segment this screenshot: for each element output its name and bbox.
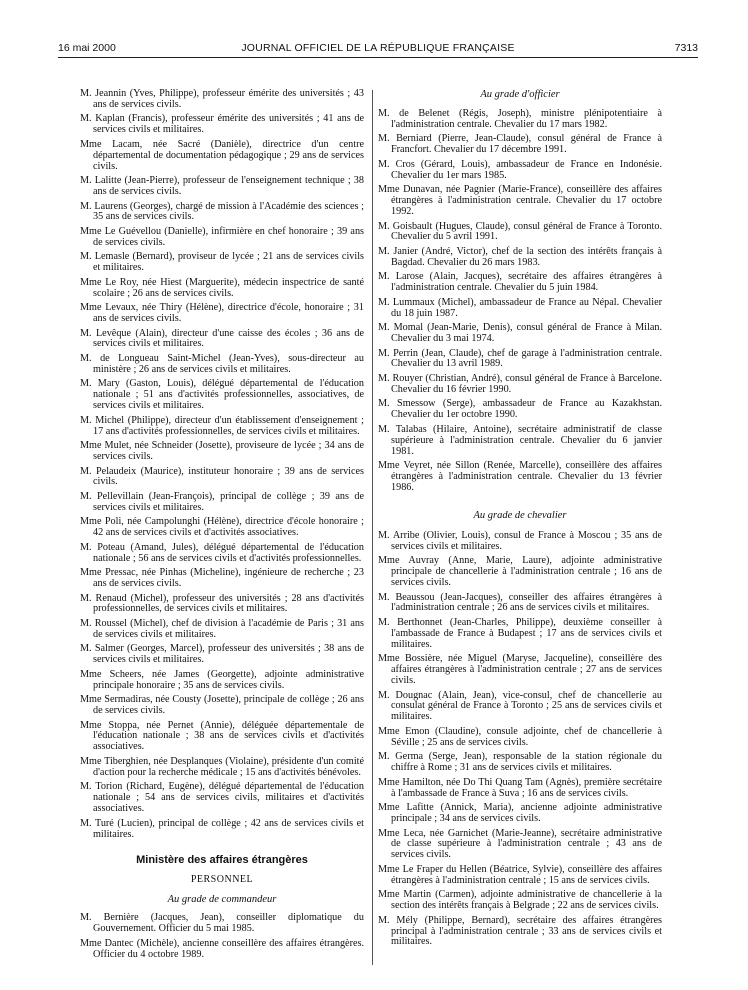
- list-item: M. Renaud (Michel), professeur des universités ; 28 ans d'activités professionnelles, de services civils et militaires.: [80, 592, 364, 615]
- list-item: M. Levêque (Alain), directeur d'une caisse des écoles ; 36 ans de services civils et militaires.: [80, 327, 364, 350]
- grade-heading-commandeur: Au grade de commandeur: [167, 894, 277, 906]
- list-item: M. Bernière (Jacques, Jean), conseiller diplomatique du Gouvernement. Officier du 5 mai 1985.: [80, 912, 364, 935]
- list-item: Mme Hamilton, née Do Thi Quang Tam (Agnès), première secrétaire à l'ambassade de France à Suva ; 16 ans de services civils.: [378, 776, 662, 799]
- list-item: M. Larose (Alain, Jacques), secrétaire des affaires étrangères à l'administration centrale. Chevalier du 5 juin 1984.: [378, 271, 662, 294]
- list-item: Mme Emon (Claudine), consule adjointe, chef de chancellerie à Séville ; 25 ans de services civils.: [378, 725, 662, 748]
- list-item: M. Salmer (Georges, Marcel), professeur des universités ; 38 ans de services civils et militaires.: [80, 643, 364, 666]
- list-item: M. de Belenet (Régis, Joseph), ministre plénipotentiaire à l'administration centrale. Chevalier du 17 mars 1982.: [378, 108, 662, 130]
- list-item: M. Beaussou (Jean-Jacques), conseiller des affaires étrangères à l'administration centrale ; 26 ans de services civils et militaires.: [378, 591, 662, 614]
- list-item: M. Turé (Lucien), principal de collège ; 42 ans de services civils et militaires.: [80, 817, 364, 840]
- list-item: Mme Le Fraper du Hellen (Béatrice, Sylvie), conseillère des affaires étrangères à l'administration centrale ; 15 ans de services civils.: [378, 863, 662, 886]
- list-item: Mme Levaux, née Thiry (Hélène), directrice d'école, honoraire ; 31 ans de services civils.: [80, 302, 364, 325]
- list-item: M. Talabas (Hilaire, Antoine), secrétaire administratif de classe supérieure à l'administration centrale. Chevalier du 6 janvier 1981.: [378, 423, 662, 457]
- list-item: M. Michel (Philippe), directeur d'un établissement d'enseignement ; 17 ans d'activités professionnelles, de services civils et militaires.: [80, 414, 364, 437]
- list-item: Mme Bossière, née Miguel (Maryse, Jacqueline), conseillère des affaires étrangères à l'administration centrale ; 27 ans de services civils.: [378, 653, 662, 687]
- list-item: M. Rouyer (Christian, André), consul général de France à Barcelone. Chevalier du 16 février 1990.: [378, 372, 662, 395]
- header-date: 16 mai 2000: [58, 42, 116, 54]
- list-item: M. Janier (André, Victor), chef de la section des intérêts français à Bagdad. Chevalier du 26 mars 1983.: [378, 245, 662, 268]
- list-item: M. Momal (Jean-Marie, Denis), consul général de France à Milan. Chevalier du 3 mai 1974.: [378, 322, 662, 345]
- list-item: Mme Lafitte (Annick, Maria), ancienne adjointe administrative principale ; 34 ans de services civils.: [378, 802, 662, 824]
- list-item: Mme Le Roy, née Hiest (Marguerite), médecin inspectrice de santé scolaire ; 26 ans de services civils.: [80, 276, 364, 299]
- list-item: Mme Lacam, née Sacré (Danièle), directrice d'un centre départemental de documentation pédagogique ; 29 ans de services civils.: [80, 138, 364, 172]
- list-item: Mme Veyret, née Sillon (Renée, Marcelle), conseillère des affaires étrangères à l'administration centrale. Chevalier du 13 février 1986.: [378, 460, 662, 493]
- list-item: Mme Stoppa, née Pernet (Annie), déléguée départementale de l'éducation nationale ; 38 ans de services civils et d'activités associatives.: [80, 719, 364, 753]
- list-item: M. Pellevillain (Jean-François), principal de collège ; 39 ans de services civils et militaires.: [80, 490, 364, 513]
- personnel-label: PERSONNEL: [190, 874, 254, 886]
- list-item: M. Kaplan (Francis), professeur émérite des universités ; 41 ans de services civils et militaires.: [80, 113, 364, 136]
- header-title: JOURNAL OFFICIEL DE LA RÉPUBLIQUE FRANÇAISE: [241, 42, 515, 54]
- list-item: Mme Dantec (Michèle), ancienne conseillère des affaires étrangères. Officier du 4 octobre 1989.: [80, 937, 364, 960]
- grade-heading-chevalier: Au grade de chevalier: [473, 509, 567, 521]
- list-item: Mme Pressac, née Pinhas (Micheline), ingénieure de recherche ; 23 ans de services civils.: [80, 567, 364, 590]
- list-item: M. Pelaudeix (Maurice), instituteur honoraire ; 39 ans de services civils.: [80, 465, 364, 488]
- list-item: M. Mary (Gaston, Louis), délégué départemental de l'éducation nationale ; 51 ans d'activités professionnelles, associatives, de services civils et militaires.: [80, 378, 364, 412]
- list-item: M. Goisbault (Hugues, Claude), consul général de France à Toronto. Chevalier du 5 avril 1991.: [378, 220, 662, 243]
- list-item: Mme Leca, née Garnichet (Marie-Jeanne), secrétaire administrative de classe supérieure à l'administration centrale ; 43 ans de services civils.: [378, 827, 662, 861]
- list-item: M. de Longueau Saint-Michel (Jean-Yves), sous-directeur au ministère ; 26 ans de services civils et militaires.: [80, 352, 364, 375]
- list-item: M. Arribe (Olivier, Louis), consul de France à Moscou ; 35 ans de services civils et militaires.: [378, 529, 662, 552]
- list-item: Mme Poli, née Campolunghi (Hélène), directrice d'école honoraire ; 42 ans de services civils et d'activités associatives.: [80, 516, 364, 539]
- list-item: Mme Tiberghien, née Desplanques (Violaine), présidente d'un comité d'action pour la recherche médicale ; 15 ans d'activités bénévoles.: [80, 755, 364, 778]
- list-item: M. Mély (Philippe, Bernard), secrétaire des affaires étrangères principal à l'administration centrale ; 33 ans de services civils et militaires.: [378, 914, 662, 948]
- header-rule: [58, 57, 698, 58]
- list-item: M. Lalitte (Jean-Pierre), professeur de l'enseignement technique ; 38 ans de services civils.: [80, 175, 364, 198]
- list-item: M. Cros (Gérard, Louis), ambassadeur de France en Indonésie. Chevalier du 1er mars 1985.: [378, 158, 662, 181]
- list-item: M. Torion (Richard, Eugène), délégué départemental de l'éducation nationale ; 54 ans de services civils, militaires et d'activités associatives.: [80, 781, 364, 815]
- list-item: M. Lemasle (Bernard), proviseur de lycée ; 21 ans de services civils et militaires.: [80, 251, 364, 274]
- list-item: M. Berniard (Pierre, Jean-Claude), consul général de France à Francfort. Chevalier du 17 décembre 1991.: [378, 133, 662, 156]
- list-item: Mme Sermadiras, née Cousty (Josette), principale de collège ; 26 ans de services civils.: [80, 694, 364, 717]
- grade-heading-officier: Au grade d'officier: [480, 89, 560, 100]
- list-item: M. Lummaux (Michel), ambassadeur de France au Népal. Chevalier du 18 juin 1987.: [378, 296, 662, 319]
- list-item: Mme Martin (Carmen), adjointe administrative de chancellerie à la section des intérêts français à Belgrade ; 22 ans de services civils.: [378, 889, 662, 912]
- header-page-number: 7313: [674, 42, 698, 54]
- list-item: Mme Le Guévellou (Danielle), infirmière en chef honoraire ; 39 ans de services civils.: [80, 225, 364, 248]
- list-item: M. Laurens (Georges), chargé de mission à l'Académie des sciences ; 35 ans de services civils.: [80, 200, 364, 223]
- list-item: M. Smessow (Serge), ambassadeur de France au Kazakhstan. Chevalier du 1er octobre 1990.: [378, 398, 662, 421]
- left-entry-list: [80, 89, 364, 840]
- list-item: Mme Dunavan, née Pagnier (Marie-France), conseillère des affaires étrangères à l'administration centrale. Chevalier du 17 octobre 1992.: [378, 184, 662, 218]
- left-column: [80, 89, 364, 964]
- ministry-title: Ministère des affaires étrangères: [136, 854, 308, 867]
- list-item: Mme Scheers, née James (Georgette), adjointe administrative principale honoraire ; 35 ans de services civils.: [80, 668, 364, 691]
- list-item: M. Jeannin (Yves, Philippe), professeur émérite des universités ; 43 ans de services civils.: [80, 88, 364, 110]
- page-header: [58, 40, 698, 56]
- list-item: M. Germa (Serge, Jean), responsable de la station régionale du chiffre à Rome ; 31 ans de services civils et militaires.: [378, 751, 662, 774]
- right-column: [378, 89, 662, 952]
- list-item: M. Poteau (Amand, Jules), délégué départemental de l'éducation nationale ; 56 ans de services civils et d'activités professionnelles.: [80, 541, 364, 564]
- column-divider: [372, 90, 373, 965]
- list-item: M. Roussel (Michel), chef de division à l'académie de Paris ; 31 ans de services civils et militaires.: [80, 617, 364, 640]
- list-item: M. Berthonnet (Jean-Charles, Philippe), deuxième conseiller à l'ambassade de France à Budapest ; 17 ans de services civils et militaires.: [378, 616, 662, 650]
- list-item: M. Perrin (Jean, Claude), chef de garage à l'administration centrale. Chevalier du 13 avril 1989.: [378, 347, 662, 370]
- list-item: Mme Auvray (Anne, Marie, Laure), adjointe administrative principale de chancellerie à l'administration centrale ; 16 ans de services civils.: [378, 555, 662, 589]
- list-item: M. Dougnac (Alain, Jean), vice-consul, chef de chancellerie au consulat général de France à Toronto ; 25 ans de services civils et militaires.: [378, 689, 662, 723]
- list-item: Mme Mulet, née Schneider (Josette), proviseure de lycée ; 34 ans de services civils.: [80, 440, 364, 462]
